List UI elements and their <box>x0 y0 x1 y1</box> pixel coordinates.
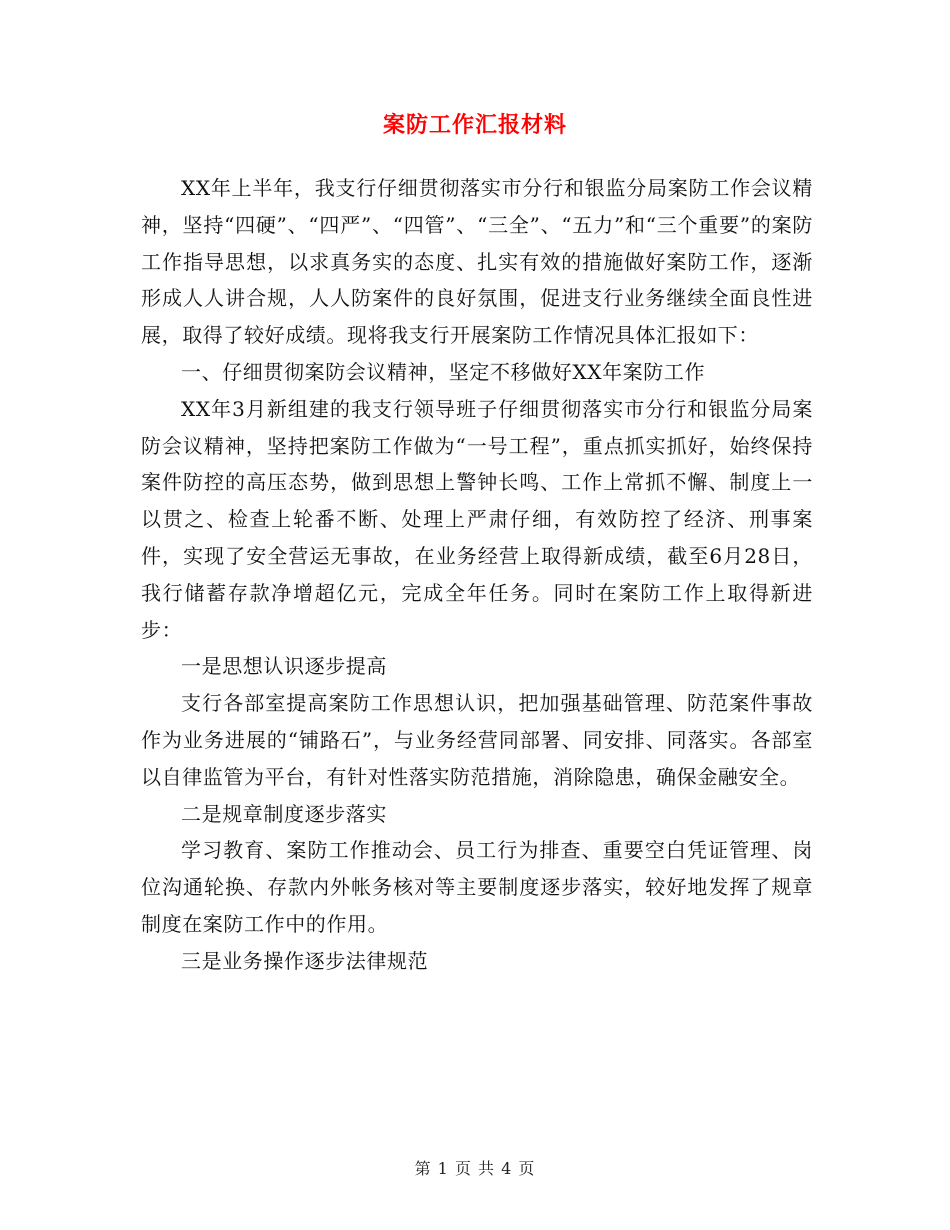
section-heading-1: 一、仔细贯彻案防会议精神，坚定不移做好XX年案防工作 <box>181 359 706 384</box>
page-number-footer: 第 1 页 共 4 页 <box>414 1159 536 1178</box>
paragraph-intro: XX年上半年，我支行仔细贯彻落实市分行和银监分局案防工作会议精神，坚持“四硬”、“四严”、“四管”、“三全”、“五力”和“三个重要”的案防工作指导思想，以求真务实的态度、扎实有效的措施做好案防工作，逐渐形成人人讲合规，人人防案件的良好氛围，促进支行业务继续全面良性进展，取得了较好成绩。现将我支行开展案防工作情况具体汇报如下： <box>141 176 813 348</box>
document-body <box>141 170 813 980</box>
subheading-2: 二是规章制度逐步落实 <box>181 801 387 826</box>
document-title: 案防工作汇报材料 <box>382 113 567 138</box>
subheading-1: 一是思想认识逐步提高 <box>181 654 387 679</box>
paragraph-subheading-1: 支行各部室提高案防工作思想认识，把加强基础管理、防范案件事故作为业务进展的“铺路石”，与业务经营同部署、同安排、同落实。各部室以自律监管为平台，有针对性落实防范措施，消除隐患，确保金融安全。 <box>141 691 813 789</box>
paragraph-subheading-2: 学习教育、案防工作推动会、员工行为排查、重要空白凭证管理、岗位沟通轮换、存款内外帐务核对等主要制度逐步落实，较好地发挥了规章制度在案防工作中的作用。 <box>141 838 813 936</box>
subheading-3: 三是业务操作逐步法律规范 <box>181 948 429 973</box>
paragraph-section-1: XX年3月新组建的我支行领导班子仔细贯彻落实市分行和银监分局案防会议精神，坚持把案防工作做为“一号工程”，重点抓实抓好，始终保持案件防控的高压态势，做到思想上警钟长鸣、工作上常抓不懈、制度上一以贯之、检查上轮番不断、处理上严肃仔细，有效防控了经济、刑事案件，实现了安全营运无事故，在业务经营上取得新成绩，截至6月28日，我行储蓄存款净增超亿元，完成全年任务。同时在案防工作上取得新进步： <box>141 396 813 642</box>
